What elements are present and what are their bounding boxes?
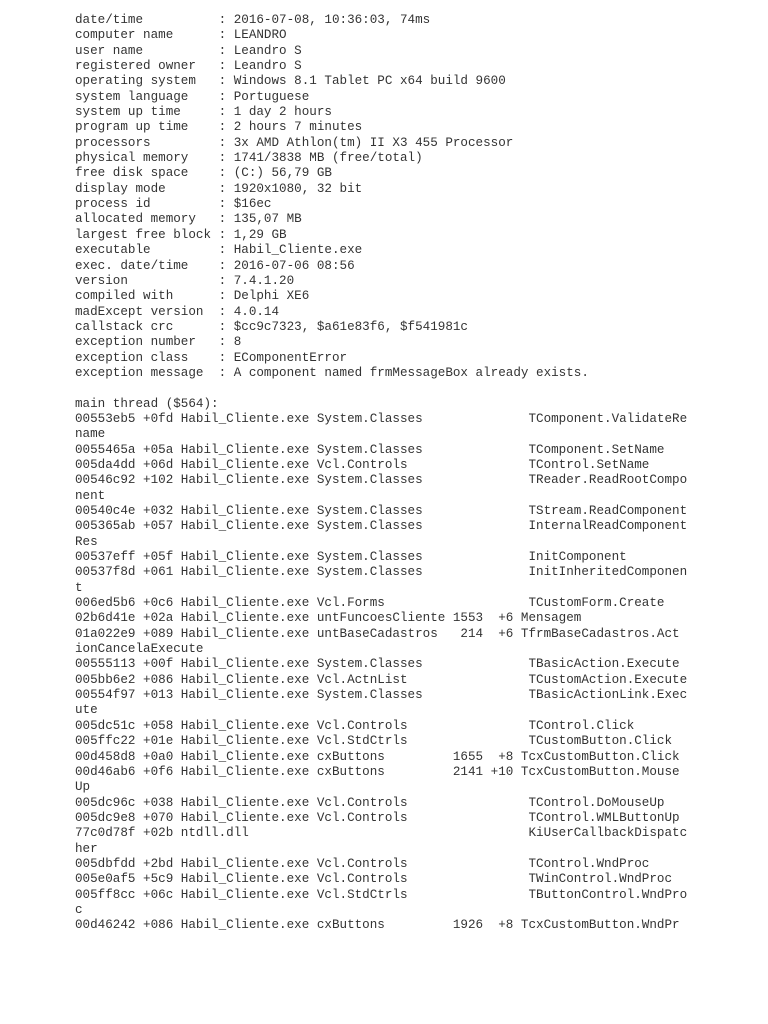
callstack-line: 00546c92 +102 Habil_Cliente.exe System.Classes TReader.ReadRootCompo [75,473,688,488]
report-header-line: compiled with : Delphi XE6 [75,289,310,304]
callstack-line: 77c0d78f +02b ntdll.dll KiUserCallbackDispatc [75,826,688,841]
callstack-line: c [75,902,83,917]
callstack-line: 005bb6e2 +086 Habil_Cliente.exe Vcl.ActnList TCustomAction.Execute [75,672,688,687]
callstack-line: 02b6d41e +02a Habil_Cliente.exe untFuncoesCliente 1553 +6 Mensagem [75,611,582,626]
report-header-line: allocated memory : 135,07 MB [75,212,302,227]
callstack-line: 005365ab +057 Habil_Cliente.exe System.Classes InternalReadComponent [75,519,688,534]
callstack-line: 00d458d8 +0a0 Habil_Cliente.exe cxButtons 1655 +8 TcxCustomButton.Click [75,749,680,764]
report-header-line: exec. date/time : 2016-07-06 08:56 [75,258,355,273]
callstack-line: name [75,427,106,442]
callstack-line: 00554f97 +013 Habil_Cliente.exe System.Classes TBasicActionLink.Exec [75,688,688,703]
callstack-line: 00540c4e +032 Habil_Cliente.exe System.Classes TStream.ReadComponent [75,504,688,518]
report-blank-line [75,381,687,396]
callstack-line: 005ffc22 +01e Habil_Cliente.exe Vcl.StdCtrls TCustomButton.Click [75,734,673,749]
callstack-line: 00555113 +00f Habil_Cliente.exe System.Classes TBasicAction.Execute [75,657,680,672]
callstack-line: t [75,580,83,595]
callstack-line: 00d46242 +086 Habil_Cliente.exe cxButtons 1926 +8 TcxCustomButton.WndPr [75,918,680,933]
report-header-line: exception number : 8 [75,335,242,350]
callstack-line: 005dc9e8 +070 Habil_Cliente.exe Vcl.Controls TControl.WMLButtonUp [75,810,680,825]
callstack-line: 00d46ab6 +0f6 Habil_Cliente.exe cxButtons 2141 +10 TcxCustomButton.Mouse [75,764,680,779]
report-header-line: largest free block : 1,29 GB [75,227,287,242]
callstack-line: 005e0af5 +5c9 Habil_Cliente.exe Vcl.Controls TWinControl.WndProc [75,872,673,887]
report-header-line: version : 7.4.1.20 [75,273,295,288]
report-header-line: exception message : A component named frmMessageBox already exists. [75,365,589,380]
callstack-line: 005dc96c +038 Habil_Cliente.exe Vcl.Controls TControl.DoMouseUp [75,795,665,810]
callstack-line: 006ed5b6 +0c6 Habil_Cliente.exe Vcl.Forms TCustomForm.Create [75,596,665,611]
callstack-line: 00537f8d +061 Habil_Cliente.exe System.Classes InitInheritedComponen [75,565,688,580]
report-header-line: program up time : 2 hours 7 minutes [75,120,363,135]
report-header-line: physical memory : 1741/3838 MB (free/total) [75,151,423,166]
report-header-line: date/time : 2016-07-08, 10:36:03, 74ms [75,13,431,27]
callstack-line: 00553eb5 +0fd Habil_Cliente.exe System.Classes TComponent.ValidateRe [75,411,688,426]
report-header-line: computer name : LEANDRO [75,28,287,43]
report-header-line: madExcept version : 4.0.14 [75,304,280,319]
report-header-line: callstack crc : $cc9c7323, $a61e83f6, $f541981c [75,319,468,334]
report-header-line: registered owner : Leandro S [75,59,302,74]
report-header-line: display mode : 1920x1080, 32 bit [75,181,363,196]
callstack-line: 0055465a +05a Habil_Cliente.exe System.Classes TComponent.SetName [75,442,665,457]
callstack-line: 005dbfdd +2bd Habil_Cliente.exe Vcl.Controls TControl.WndProc [75,856,650,871]
report-header-line: executable : Habil_Cliente.exe [75,243,363,258]
report-header-line: exception class : EComponentError [75,350,348,365]
callstack-line: Res [75,534,98,549]
report-header-line: processors : 3x AMD Athlon(tm) II X3 455 Processor [75,135,514,150]
callstack-line: 005dc51c +058 Habil_Cliente.exe Vcl.Controls TControl.Click [75,718,635,733]
callstack-line: her [75,841,98,856]
report-header-line: operating system : Windows 8.1 Tablet PC x64 build 9600 [75,74,506,89]
callstack-line: ute [75,703,98,718]
callstack-line: 01a022e9 +089 Habil_Cliente.exe untBaseCadastros 214 +6 TfrmBaseCadastros.Act [75,626,680,641]
callstack-line: 005da4dd +06d Habil_Cliente.exe Vcl.Controls TControl.SetName [75,457,650,472]
callstack-line: Up [75,780,91,795]
report-header-line: system language : Portuguese [75,89,310,104]
callstack-line: 005ff8cc +06c Habil_Cliente.exe Vcl.StdCtrls TButtonControl.WndPro [75,887,688,902]
report-header-line: system up time : 1 day 2 hours [75,105,332,120]
report-header-line: free disk space : (C:) 56,79 GB [75,166,332,181]
bug-report-text [75,13,687,934]
report-header-line: process id : $16ec [75,197,272,212]
report-header-line: user name : Leandro S [75,43,302,58]
thread-title: main thread ($564): [75,396,219,411]
callstack-line: nent [75,488,106,503]
callstack-line: ionCancelaExecute [75,642,204,657]
callstack-line: 00537eff +05f Habil_Cliente.exe System.Classes InitComponent [75,550,627,565]
